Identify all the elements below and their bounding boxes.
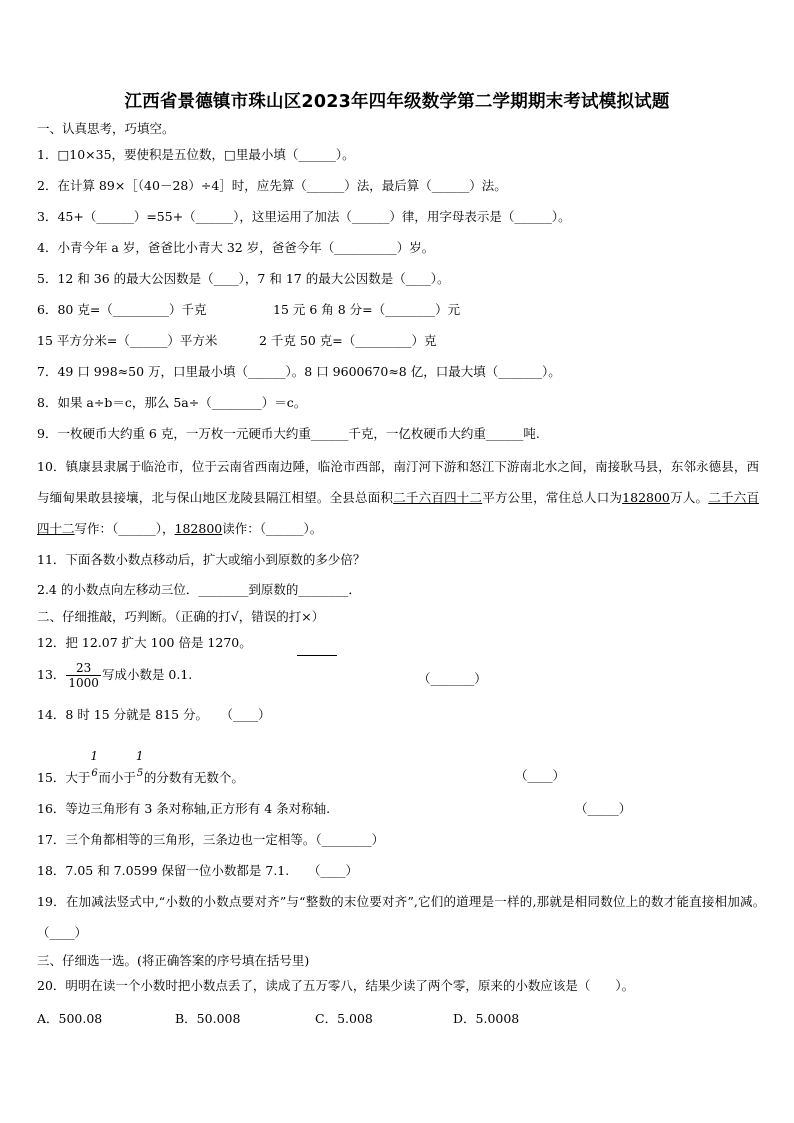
option-c: C．5.008 (315, 1011, 373, 1026)
answer-blank-16: （_____） (575, 801, 632, 816)
question-20: 20．明明在读一个小数时把小数点丢了，读成了五万零八，结果少读了两个零，原来的小数应该是（ ）。 (37, 978, 635, 993)
question-9: 9．一枚硬币大约重 6 克，一万枚一元硬币大约重______千克，一亿枚硬币大约重______吨. (37, 426, 540, 441)
question-19: 19．在加减法竖式中,“小数的小数点要对齐”与“整数的末位要对齐”,它们的道理是一样的,那就是相同数位上的数才能直接相加减。 （____） (37, 894, 772, 940)
population-underlined: 182800 (622, 490, 670, 505)
question-6b: 15 元 6 角 8 分=（________）元 (273, 302, 461, 317)
question-11: 11．下面各数小数点移动后，扩大或缩小到原数的多少倍？ (37, 552, 366, 567)
section-2-heading: 二、仔细推敲，巧判断。（正确的打√，错误的打×） (37, 609, 325, 624)
fraction-one-fifth: 1 5 (135, 749, 144, 779)
question-6a: 6．80 克=（_________）千克 (37, 302, 207, 317)
question-15: 15．大于 1 6 而小于 1 5 的分数有无数个。 (37, 749, 244, 785)
page-title: 江西省景德镇市珠山区2023年四年级数学第二学期期末考试模拟试题 (124, 92, 670, 112)
answer-blank-13: （_______） (418, 671, 487, 686)
question-6d: 2 千克 50 克=（_________）克 (259, 333, 437, 348)
question-4: 4．小青今年 a 岁，爸爸比小青大 32 岁，爸爸今年（__________）岁。 (37, 240, 435, 255)
question-1: 1．□10×35，要使积是五位数，□里最小填（______）。 (37, 147, 355, 162)
question-11-b: 2.4 的小数点向左移动三位．________到原数的________． (37, 582, 361, 597)
question-18: 18．7.05 和 7.0599 保留一位小数都是 7.1. （____） (37, 863, 358, 878)
answer-blank-15: （____） (515, 768, 566, 783)
question-2: 2．在计算 89×［（40－28）÷4］时，应先算（______）法，最后算（______）法。 (37, 178, 507, 193)
question-17: 17．三个角都相等的三角形，三条边也一定相等。（________） (37, 832, 385, 847)
question-14: 14．8 时 15 分就是 815 分。 （____） (37, 707, 271, 722)
section-3-heading: 三、仔细选一选。(将正确答案的序号填在括号里) (37, 953, 310, 968)
fraction-23-1000: $\frac{23}{1000}$ (68, 661, 99, 690)
area-underlined: 二千六百四十二 (393, 490, 483, 505)
question-8: 8．如果 a÷b＝c，那么 5a÷（________）＝c。 (37, 395, 307, 410)
question-10: 10．镇康县隶属于临沧市，位于云南省西南边陲，临沧市西部，南汀河下游和怒江下游南北水之间，南接耿马县，东邻永德县，西与缅甸果敢县接壤，北与保山地区龙陵县隔江相望。全县总面积二千六百四十二平方公里，常住总人口为182800万人。二千六百四十二写作：（______），182800读作：（______）。 (37, 459, 759, 536)
fraction-one-sixth: 1 6 (90, 749, 99, 779)
area-underlined-2: 二千六百四十二 (37, 490, 759, 536)
question-16: 16．等边三角形有 3 条对称轴,正方形有 4 条对称轴. (37, 801, 331, 816)
section-1-heading: 一、认真思考，巧填空。 (37, 121, 175, 136)
option-d: D．5.0008 (453, 1011, 520, 1026)
option-b: B．50.008 (175, 1011, 241, 1026)
question-7: 7．49 口 998≈50 万，口里最小填（______）。8 口 9600670≈8 亿，口最大填（_______）。 (37, 364, 561, 379)
population-underlined-2: 182800 (174, 521, 223, 536)
option-a: A．500.08 (37, 1011, 103, 1026)
question-13: 13． $\frac{23}{1000}$ 写成小数是 0.1. (37, 661, 193, 690)
question-12: 12．把 12.07 扩大 100 倍是 1270。 (37, 635, 252, 650)
question-6c: 15 平方分米=（______）平方米 (37, 333, 218, 348)
question-5: 5．12 和 36 的最大公因数是（____），7 和 17 的最大公因数是（____）。 (37, 271, 450, 286)
question-3: 3．45+（______）=55+（______），这里运用了加法（______）律，用字母表示是（______）。 (37, 209, 571, 224)
answer-line-12 (297, 643, 337, 660)
